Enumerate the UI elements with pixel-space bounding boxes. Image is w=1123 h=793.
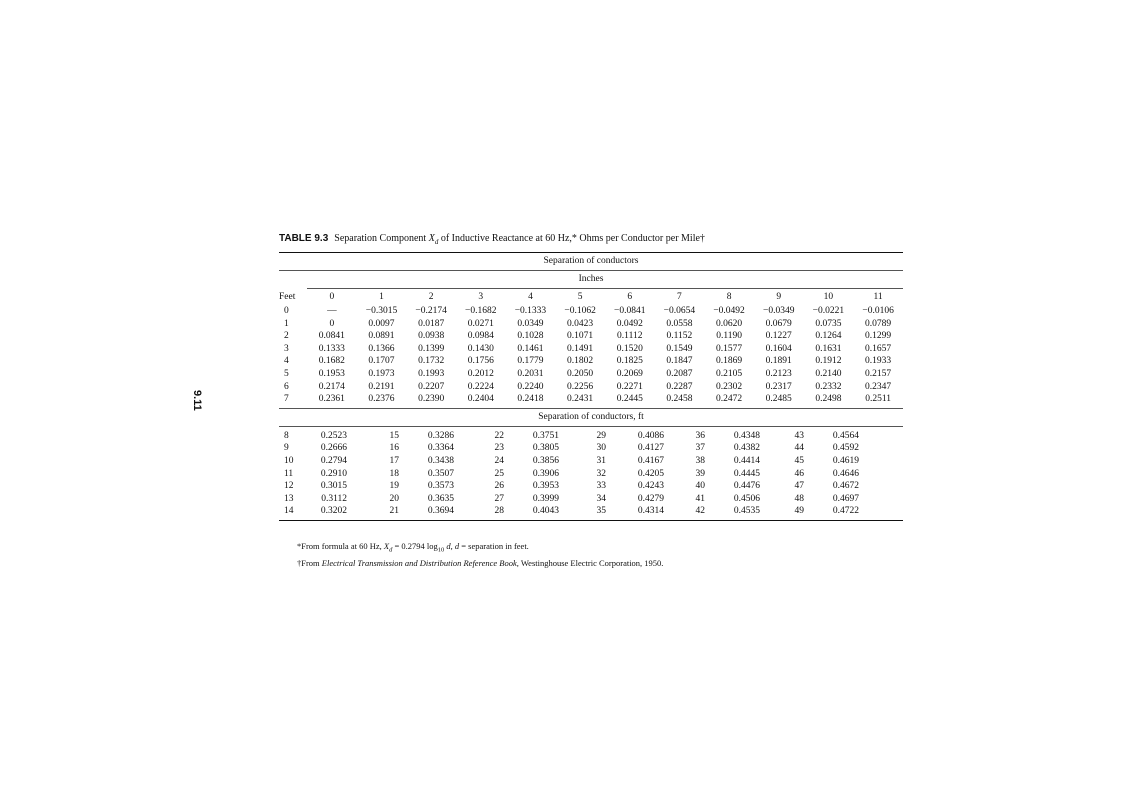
reactance-cell: 0.2418 — [517, 394, 544, 405]
reactance-cell: 0.1190 — [716, 331, 742, 342]
reactance-cell: 0.1732 — [418, 356, 445, 367]
reactance-cell: 0.2224 — [467, 381, 494, 392]
caption-text-2: of Inductive Reactance at 60 Hz,* Ohms per Conductor per Mile† — [438, 233, 705, 244]
reactance-cell: 0.1430 — [467, 343, 494, 354]
reactance-cell: −0.0654 — [663, 306, 696, 316]
table-row — [279, 368, 903, 381]
reactance-cell: 0.3694 — [427, 506, 454, 517]
reactance-cell: 0.4414 — [733, 455, 760, 466]
inch-header: 1 — [379, 292, 384, 302]
reactance-cell: 0.2012 — [467, 368, 494, 379]
reactance-cell: −0.1682 — [465, 306, 497, 316]
reactance-cell: 0.2140 — [815, 368, 842, 379]
feet-cell: 25 — [494, 468, 504, 479]
feet-cell: 13 — [284, 493, 294, 504]
feet-cell: 41 — [695, 493, 705, 504]
inch-header: 0 — [329, 292, 335, 302]
empty-cell — [859, 480, 903, 493]
reactance-cell: 0.3953 — [532, 481, 559, 492]
reactance-cell: 0.3856 — [532, 455, 559, 466]
reactance-cell: 0.2794 — [320, 455, 347, 466]
feet-cell: 9 — [284, 443, 289, 454]
reactance-cell: 0.3507 — [427, 468, 454, 479]
inch-header: 11 — [873, 292, 883, 302]
empty-cell — [859, 468, 903, 481]
reactance-cell: 0.1953 — [318, 368, 345, 379]
reactance-cell: 0.2376 — [368, 394, 395, 405]
reactance-cell: 0.4205 — [637, 468, 664, 479]
reactance-cell: 0 — [329, 318, 335, 329]
table-row — [279, 430, 903, 443]
feet-cell: 4 — [284, 356, 289, 367]
inch-header: 7 — [677, 292, 682, 302]
reactance-cell: 0.0679 — [765, 318, 792, 329]
reactance-cell: 0.1933 — [865, 356, 892, 367]
inches-table — [279, 289, 903, 406]
reactance-cell: 0.2069 — [616, 368, 643, 379]
reactance-cell: 0.4127 — [637, 443, 664, 454]
feet-cell: 36 — [695, 430, 705, 441]
reactance-cell: 0.4619 — [832, 455, 859, 466]
feet-cell: 43 — [794, 430, 804, 441]
reactance-cell: 0.4646 — [832, 468, 859, 479]
feet-cell: 47 — [794, 481, 804, 492]
feet-cell: 38 — [695, 455, 705, 466]
reactance-cell: 0.1779 — [517, 356, 544, 367]
feet-cell: 45 — [794, 455, 804, 466]
reactance-cell: 0.2511 — [865, 394, 891, 405]
empty-cell — [859, 442, 903, 455]
inch-header: 8 — [726, 292, 732, 302]
reactance-cell: 0.2302 — [716, 381, 743, 392]
reactance-cell: 0.1491 — [567, 343, 594, 354]
empty-cell — [859, 493, 903, 506]
reactance-cell: 0.4086 — [637, 430, 664, 441]
reactance-cell: 0.0841 — [318, 331, 345, 342]
inch-header: 9 — [776, 292, 782, 302]
caption-x-symbol: X — [428, 233, 435, 244]
reactance-cell: 0.0938 — [418, 331, 445, 342]
separation-header: Separation of conductors — [543, 256, 639, 266]
reactance-cell: 0.0735 — [815, 318, 842, 329]
reactance-cell: 0.2240 — [517, 381, 544, 392]
feet-cell: 46 — [794, 468, 804, 479]
reactance-cell: 0.2445 — [616, 394, 643, 405]
footnote-formula: *From formula at 60 Hz, $X_d = 0.2794$ $\log_{10} d$, d = separation in feet. — [297, 541, 529, 554]
reactance-cell: 0.1756 — [467, 356, 494, 367]
feet-cell: 1 — [284, 318, 289, 329]
reactance-cell: 0.4382 — [733, 443, 760, 454]
feet-cell: 40 — [695, 481, 705, 492]
reactance-cell: 0.4476 — [733, 481, 760, 492]
reactance-cell: 0.0558 — [666, 318, 693, 329]
reactance-cell: 0.1577 — [716, 343, 743, 354]
reactance-cell: 0.1802 — [567, 356, 594, 367]
table-row — [279, 381, 903, 394]
feet-cell: 32 — [596, 468, 606, 479]
page-number: 9.11 — [191, 390, 203, 411]
reactance-cell: 0.1227 — [765, 331, 792, 342]
reactance-cell: 0.4445 — [733, 468, 760, 479]
table-row — [279, 468, 903, 481]
reactance-cell: 0.2404 — [467, 394, 494, 405]
table-row — [279, 505, 903, 518]
feet-cell: 34 — [596, 493, 606, 504]
reactance-cell: 0.2174 — [318, 381, 345, 392]
reactance-cell: 0.3906 — [532, 468, 559, 479]
table-row — [279, 343, 903, 356]
reactance-cell: 0.4697 — [832, 493, 859, 504]
reactance-cell: 0.0789 — [865, 318, 892, 329]
reactance-cell: 0.4279 — [637, 493, 664, 504]
reactance-cell: −0.0106 — [862, 306, 894, 316]
feet-cell: 35 — [596, 506, 606, 517]
empty-cell — [859, 505, 903, 518]
reactance-cell: 0.2207 — [418, 381, 445, 392]
reactance-cell: 0.2031 — [517, 368, 544, 379]
reactance-cell: 0.3202 — [320, 506, 347, 517]
table-row — [279, 355, 903, 368]
reactance-cell: 0.1973 — [368, 368, 395, 379]
feet-cell: 3 — [284, 343, 289, 354]
reactance-cell: 0.1657 — [865, 343, 892, 354]
reactance-cell: 0.1264 — [815, 331, 842, 342]
feet-cell: 0 — [284, 306, 289, 316]
reactance-cell: 0.4348 — [733, 430, 760, 441]
reactance-cell: 0.2431 — [567, 394, 594, 405]
feet-cell: 27 — [494, 493, 504, 504]
reactance-cell: 0.1112 — [617, 331, 643, 342]
table-row — [279, 305, 903, 318]
reactance-cell: 0.1299 — [865, 331, 892, 342]
table-row — [279, 330, 903, 343]
footnote-source: †From Electrical Transmission and Distribution Reference Book, Westinghouse Electric Corporation, 1950. — [297, 557, 664, 568]
reactance-cell: 0.1825 — [616, 356, 643, 367]
reactance-cell: 0.1399 — [418, 343, 445, 354]
reactance-cell: 0.2361 — [318, 394, 345, 405]
reactance-cell: 0.4314 — [637, 506, 664, 517]
reactance-cell: 0.2256 — [567, 381, 594, 392]
reactance-cell: 0.2271 — [616, 381, 643, 392]
reactance-cell: 0.3286 — [427, 430, 454, 441]
feet-table — [279, 430, 903, 518]
reactance-cell: 0.0620 — [716, 318, 743, 329]
caption-text-1: Separation Component — [334, 233, 429, 244]
feet-cell: 30 — [596, 443, 606, 454]
reactance-cell: 0.0187 — [418, 318, 445, 329]
reactance-cell: 0.4564 — [832, 430, 859, 441]
reactance-cell: 0.2498 — [815, 394, 842, 405]
empty-cell — [859, 455, 903, 468]
reactance-cell: 0.4722 — [832, 506, 859, 517]
reactance-cell: 0.2523 — [320, 430, 347, 441]
reactance-cell: 0.4043 — [532, 506, 559, 517]
feet-header: Feet — [279, 292, 296, 302]
reactance-cell: 0.4243 — [637, 481, 664, 492]
reactance-cell: 0.0271 — [467, 318, 494, 329]
feet-cell: 10 — [284, 455, 294, 466]
table-row — [279, 480, 903, 493]
reactance-cell: 0.3364 — [427, 443, 454, 454]
reactance-cell: 0.3635 — [427, 493, 454, 504]
table-row — [279, 442, 903, 455]
feet-cell: 7 — [284, 394, 289, 405]
reactance-cell: 0.2485 — [765, 394, 792, 405]
feet-cell: 29 — [596, 430, 606, 441]
reactance-cell: 0.0423 — [567, 318, 594, 329]
reactance-cell: 0.3573 — [427, 481, 454, 492]
feet-cell: 19 — [389, 481, 399, 492]
reactance-cell: 0.0492 — [616, 318, 643, 329]
inch-header: 6 — [627, 292, 633, 302]
reactance-cell: 0.3805 — [532, 443, 559, 454]
feet-cell: 49 — [794, 506, 804, 517]
feet-cell: 11 — [284, 468, 294, 479]
reactance-cell: −0.0492 — [713, 306, 745, 316]
reactance-cell: 0.2157 — [865, 368, 892, 379]
reactance-cell: 0.1604 — [765, 343, 792, 354]
feet-cell: 2 — [284, 331, 289, 342]
reactance-cell: 0.1071 — [567, 331, 594, 342]
reactance-cell: 0.1333 — [318, 343, 345, 354]
inch-header: 3 — [478, 292, 484, 302]
reactance-cell: 0.2123 — [765, 368, 792, 379]
reactance-cell: 0.1028 — [517, 331, 544, 342]
reactance-cell: — — [327, 306, 337, 316]
empty-cell — [859, 430, 903, 443]
feet-cell: 15 — [389, 430, 399, 441]
reactance-cell: 0.3015 — [320, 481, 347, 492]
feet-cell: 48 — [794, 493, 804, 504]
reactance-cell: 0.1631 — [815, 343, 842, 354]
table-label: TABLE 9.3 — [279, 233, 329, 244]
reactance-cell: 0.2666 — [320, 443, 347, 454]
reactance-cell: 0.0097 — [368, 318, 395, 329]
reactance-cell: 0.4592 — [832, 443, 859, 454]
reactance-cell: −0.0349 — [762, 306, 795, 316]
inch-header: 2 — [428, 292, 434, 302]
reactance-cell: 0.0349 — [517, 318, 544, 329]
reactance-table — [279, 252, 903, 521]
reactance-cell: 0.2105 — [716, 368, 743, 379]
reactance-cell: −0.0841 — [614, 306, 646, 316]
reactance-cell: 0.1152 — [666, 331, 693, 342]
feet-cell: 12 — [284, 481, 294, 492]
inch-header: 5 — [577, 292, 583, 302]
feet-cell: 44 — [794, 443, 804, 454]
reactance-cell: 0.2087 — [666, 368, 693, 379]
reactance-cell: 0.4672 — [832, 481, 859, 492]
reactance-cell: 0.1891 — [765, 356, 792, 367]
column-header-row — [279, 289, 903, 305]
reactance-cell: 0.1912 — [815, 356, 842, 367]
feet-cell: 26 — [494, 481, 504, 492]
feet-cell: 22 — [494, 430, 504, 441]
feet-cell: 6 — [284, 381, 289, 392]
reactance-cell: 0.1993 — [418, 368, 445, 379]
feet-cell: 42 — [695, 506, 705, 517]
reactance-cell: 0.1366 — [368, 343, 395, 354]
reactance-cell: 0.3438 — [427, 455, 454, 466]
feet-cell: 14 — [284, 506, 294, 517]
feet-cell: 5 — [284, 368, 289, 379]
feet-cell: 8 — [284, 430, 289, 441]
reactance-cell: 0.1847 — [666, 356, 693, 367]
reactance-cell: 0.1707 — [368, 356, 395, 367]
feet-cell: 31 — [596, 455, 606, 466]
feet-cell: 16 — [389, 443, 399, 454]
feet-cell: 33 — [596, 481, 606, 492]
inch-header: 4 — [528, 292, 533, 302]
reactance-cell: 0.0891 — [368, 331, 395, 342]
reactance-cell: 0.0984 — [467, 331, 494, 342]
lower-separation-header: Separation of conductors, ft — [538, 411, 644, 422]
table-row — [279, 493, 903, 506]
reactance-cell: −0.1333 — [514, 306, 547, 316]
reactance-cell: 0.2910 — [320, 468, 347, 479]
feet-cell: 17 — [389, 455, 399, 466]
reactance-cell: 0.3999 — [532, 493, 559, 504]
reactance-cell: 0.4506 — [733, 493, 760, 504]
table-caption — [279, 233, 705, 246]
feet-cell: 28 — [494, 506, 504, 517]
reactance-cell: 0.2458 — [666, 394, 693, 405]
reactance-cell: 0.4167 — [637, 455, 664, 466]
feet-cell: 20 — [389, 493, 399, 504]
reactance-cell: 0.2287 — [666, 381, 693, 392]
feet-cell: 37 — [695, 443, 705, 454]
caption-x-subscript: d — [434, 238, 439, 246]
reactance-cell: 0.1549 — [666, 343, 693, 354]
reactance-cell: 0.2472 — [716, 394, 743, 405]
feet-cell: 39 — [695, 468, 705, 479]
reactance-cell: 0.4535 — [733, 506, 760, 517]
reactance-cell: 0.1869 — [716, 356, 743, 367]
feet-cell: 18 — [389, 468, 399, 479]
reactance-cell: 0.2347 — [865, 381, 892, 392]
inch-header: 10 — [823, 292, 834, 302]
reactance-cell: −0.0221 — [812, 306, 845, 316]
reactance-cell: 0.2050 — [567, 368, 594, 379]
reactance-cell: 0.3112 — [321, 493, 347, 504]
reactance-cell: 0.2191 — [368, 381, 395, 392]
reactance-cell: 0.1682 — [318, 356, 345, 367]
feet-cell: 21 — [389, 506, 399, 517]
table-row — [279, 318, 903, 331]
reactance-cell: 0.1461 — [517, 343, 544, 354]
reactance-cell: 0.2332 — [815, 381, 842, 392]
reactance-cell: 0.1520 — [616, 343, 643, 354]
feet-cell: 24 — [494, 455, 504, 466]
feet-cell: 23 — [494, 443, 504, 454]
footnotes — [297, 540, 663, 569]
table-row — [279, 393, 903, 406]
table-row — [279, 455, 903, 468]
inches-header: Inches — [578, 274, 604, 284]
reactance-cell: 0.2390 — [418, 394, 445, 405]
reactance-cell: 0.2317 — [765, 381, 792, 392]
reactance-cell: 0.3751 — [532, 430, 559, 441]
reactance-cell: −0.3015 — [365, 306, 398, 316]
reactance-cell: −0.1062 — [564, 306, 596, 316]
reactance-cell: −0.2174 — [415, 306, 447, 316]
